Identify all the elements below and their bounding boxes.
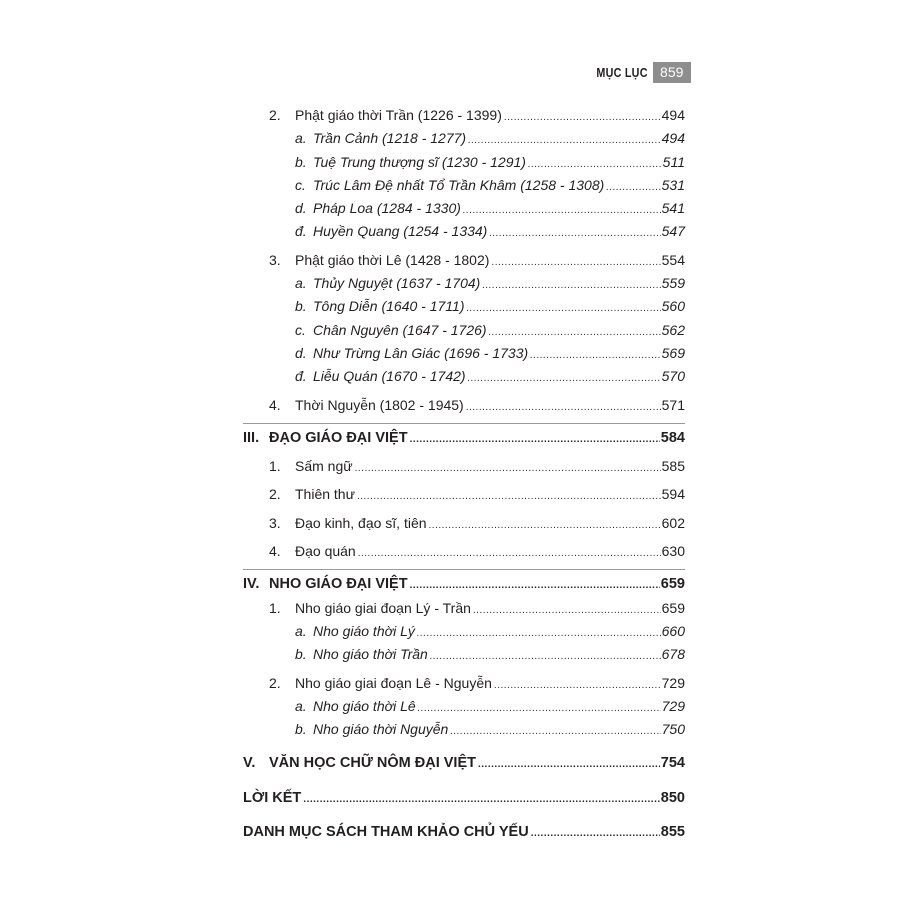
dot-leader — [410, 573, 660, 597]
toc-entry[interactable] — [243, 151, 685, 174]
toc-number: 3. — [269, 514, 281, 531]
toc-page: 494 — [661, 130, 685, 147]
toc-page: 559 — [661, 275, 685, 292]
toc-number: đ. — [295, 223, 307, 240]
dot-leader — [478, 752, 660, 776]
toc-entry[interactable] — [243, 319, 685, 342]
dot-leader — [410, 427, 660, 451]
section-divider — [243, 423, 685, 424]
toc-number: d. — [295, 200, 307, 217]
toc-page: 511 — [662, 153, 685, 170]
toc-label: Sấm ngữ — [295, 458, 353, 475]
toc-label: Nho giáo thời Lê — [313, 697, 416, 714]
toc-page: 630 — [661, 543, 685, 560]
toc-label: Tuệ Trung thượng sĩ (1230 - 1291) — [313, 153, 526, 170]
toc-entry[interactable] — [243, 483, 685, 506]
toc-label: VĂN HỌC CHỮ NÔM ĐẠI VIỆT — [269, 755, 476, 772]
dot-leader — [504, 104, 661, 129]
toc-page: 729 — [661, 697, 685, 714]
toc-page: 850 — [660, 789, 685, 806]
dot-leader — [358, 540, 661, 565]
toc-label: Nho giáo giai đoạn Lê - Nguyễn — [295, 674, 492, 691]
toc-label: ĐẠO GIÁO ĐẠI VIỆT — [269, 429, 408, 446]
dot-leader — [355, 455, 661, 480]
dot-leader — [491, 249, 660, 274]
toc-number: 2. — [269, 486, 281, 503]
toc-entry[interactable] — [243, 272, 685, 295]
toc-number: a. — [295, 275, 307, 292]
dot-leader — [482, 272, 660, 297]
toc-page: 602 — [661, 514, 685, 531]
toc-number: 2. — [269, 674, 281, 691]
toc-entry[interactable] — [243, 174, 685, 197]
toc-entry[interactable] — [243, 365, 685, 388]
toc-page: 729 — [661, 674, 685, 691]
toc-entry[interactable] — [243, 342, 685, 365]
toc-section[interactable] — [243, 787, 685, 810]
toc-label: Đạo kinh, đạo sĩ, tiên — [295, 514, 427, 531]
toc-label: Phật giáo thời Lê (1428 - 1802) — [295, 251, 490, 268]
toc-entry[interactable] — [243, 197, 685, 220]
toc-page: 678 — [661, 646, 685, 663]
toc-section[interactable] — [243, 427, 685, 450]
toc-section[interactable] — [243, 752, 685, 775]
toc-label: Nho giáo thời Trần — [313, 646, 428, 663]
toc-number: a. — [295, 130, 307, 147]
toc-number: 1. — [269, 458, 281, 475]
toc-label: LỜI KẾT — [243, 789, 302, 806]
toc-label: Trần Cảnh (1218 - 1277) — [313, 130, 467, 147]
toc-label: NHO GIÁO ĐẠI VIỆT — [269, 576, 408, 593]
toc-number: đ. — [295, 368, 307, 385]
dot-leader — [530, 342, 660, 367]
dot-leader — [463, 197, 661, 222]
toc-number: a. — [295, 697, 307, 714]
toc-page: 570 — [661, 368, 685, 385]
dot-leader — [417, 620, 661, 645]
toc-label: Chân Nguyên (1647 - 1726) — [313, 321, 487, 338]
toc-number: a. — [295, 622, 307, 639]
toc-page: 659 — [660, 576, 685, 593]
dot-leader — [450, 718, 660, 743]
toc-entry[interactable] — [243, 127, 685, 150]
dot-leader — [357, 483, 661, 508]
toc-label: Nho giáo thời Lý — [313, 622, 415, 639]
toc-page: 541 — [661, 200, 685, 217]
toc-label: Như Trừng Lân Giác (1696 - 1733) — [313, 344, 529, 361]
dot-leader — [473, 597, 661, 622]
toc-page: 584 — [660, 429, 685, 446]
toc-page: 660 — [661, 622, 685, 639]
toc-label: Tông Diễn (1640 - 1711) — [313, 298, 465, 315]
toc-number: 1. — [269, 599, 281, 616]
toc-page: 585 — [661, 458, 685, 475]
toc-page: 547 — [661, 223, 685, 240]
toc-number: b. — [295, 646, 307, 663]
toc-entry[interactable] — [243, 620, 685, 643]
page-number-badge: 859 — [653, 62, 691, 83]
toc-entry[interactable] — [243, 718, 685, 741]
toc-number: IV. — [243, 576, 260, 593]
table-of-contents — [243, 104, 685, 844]
toc-entry[interactable] — [243, 695, 685, 718]
toc-number: c. — [295, 321, 306, 338]
toc-label: Trúc Lâm Đệ nhất Tổ Trần Khâm (1258 - 1308) — [313, 176, 605, 193]
toc-label: Pháp Loa (1284 - 1330) — [313, 200, 461, 217]
toc-number: b. — [295, 721, 307, 738]
toc-label: Nho giáo giai đoạn Lý - Trần — [295, 599, 471, 616]
toc-page: 560 — [661, 298, 685, 315]
toc-entry[interactable] — [243, 104, 685, 127]
toc-entry[interactable] — [243, 394, 685, 417]
toc-number: c. — [295, 176, 306, 193]
toc-label: Đạo quán — [295, 543, 356, 560]
toc-label: Thủy Nguyệt (1637 - 1704) — [313, 275, 481, 292]
toc-label: Liễu Quán (1670 - 1742) — [313, 368, 466, 385]
toc-label: Huyền Quang (1254 - 1334) — [313, 223, 488, 240]
dot-leader — [468, 127, 661, 152]
toc-label: Thiên thư — [295, 486, 355, 503]
toc-page: 750 — [661, 721, 685, 738]
toc-label: Phật giáo thời Trần (1226 - 1399) — [295, 107, 502, 123]
toc-label: Nho giáo thời Nguyễn — [313, 721, 449, 738]
toc-section[interactable] — [243, 821, 685, 844]
dot-leader — [494, 672, 661, 697]
dot-leader — [531, 821, 660, 845]
dot-leader — [489, 220, 660, 245]
toc-page: 494 — [661, 107, 685, 123]
dot-leader — [430, 643, 661, 668]
toc-page: 569 — [661, 344, 685, 361]
dot-leader — [418, 695, 661, 720]
toc-label: Thời Nguyễn (1802 - 1945) — [295, 396, 464, 413]
toc-entry[interactable] — [243, 597, 685, 620]
dot-leader — [528, 151, 662, 176]
toc-number: 2. — [269, 107, 281, 123]
section-divider — [243, 569, 685, 570]
dot-leader — [467, 295, 661, 320]
dot-leader — [466, 394, 661, 419]
toc-page: 554 — [661, 251, 685, 268]
toc-page: 531 — [661, 176, 685, 193]
toc-number: d. — [295, 344, 307, 361]
toc-entry[interactable] — [243, 249, 685, 272]
toc-number: b. — [295, 298, 307, 315]
toc-label: DANH MỤC SÁCH THAM KHẢO CHỦ YẾU — [243, 824, 529, 841]
toc-entry[interactable] — [243, 643, 685, 666]
toc-page: 659 — [661, 599, 685, 616]
toc-number: 4. — [269, 543, 281, 560]
dot-leader — [303, 787, 660, 811]
toc-page: 571 — [661, 396, 685, 413]
dot-leader — [489, 319, 661, 344]
toc-number: b. — [295, 153, 307, 170]
dot-leader — [468, 365, 661, 390]
toc-number: 3. — [269, 251, 281, 268]
running-header — [588, 62, 691, 83]
toc-page: 594 — [661, 486, 685, 503]
toc-number: 4. — [269, 396, 281, 413]
toc-entry[interactable] — [243, 672, 685, 695]
header-title: MỤC LỤC — [596, 65, 648, 80]
toc-entry[interactable] — [243, 220, 685, 243]
toc-entry[interactable] — [243, 455, 685, 478]
toc-entry[interactable] — [243, 295, 685, 318]
dot-leader — [429, 512, 661, 537]
toc-entry[interactable] — [243, 512, 685, 535]
toc-page: 562 — [661, 321, 685, 338]
dot-leader — [606, 174, 660, 199]
toc-section[interactable] — [243, 573, 685, 596]
toc-entry[interactable] — [243, 540, 685, 563]
toc-number: V. — [243, 755, 256, 772]
toc-page: 855 — [660, 824, 685, 841]
toc-page: 754 — [660, 755, 685, 772]
toc-number: III. — [243, 429, 260, 446]
